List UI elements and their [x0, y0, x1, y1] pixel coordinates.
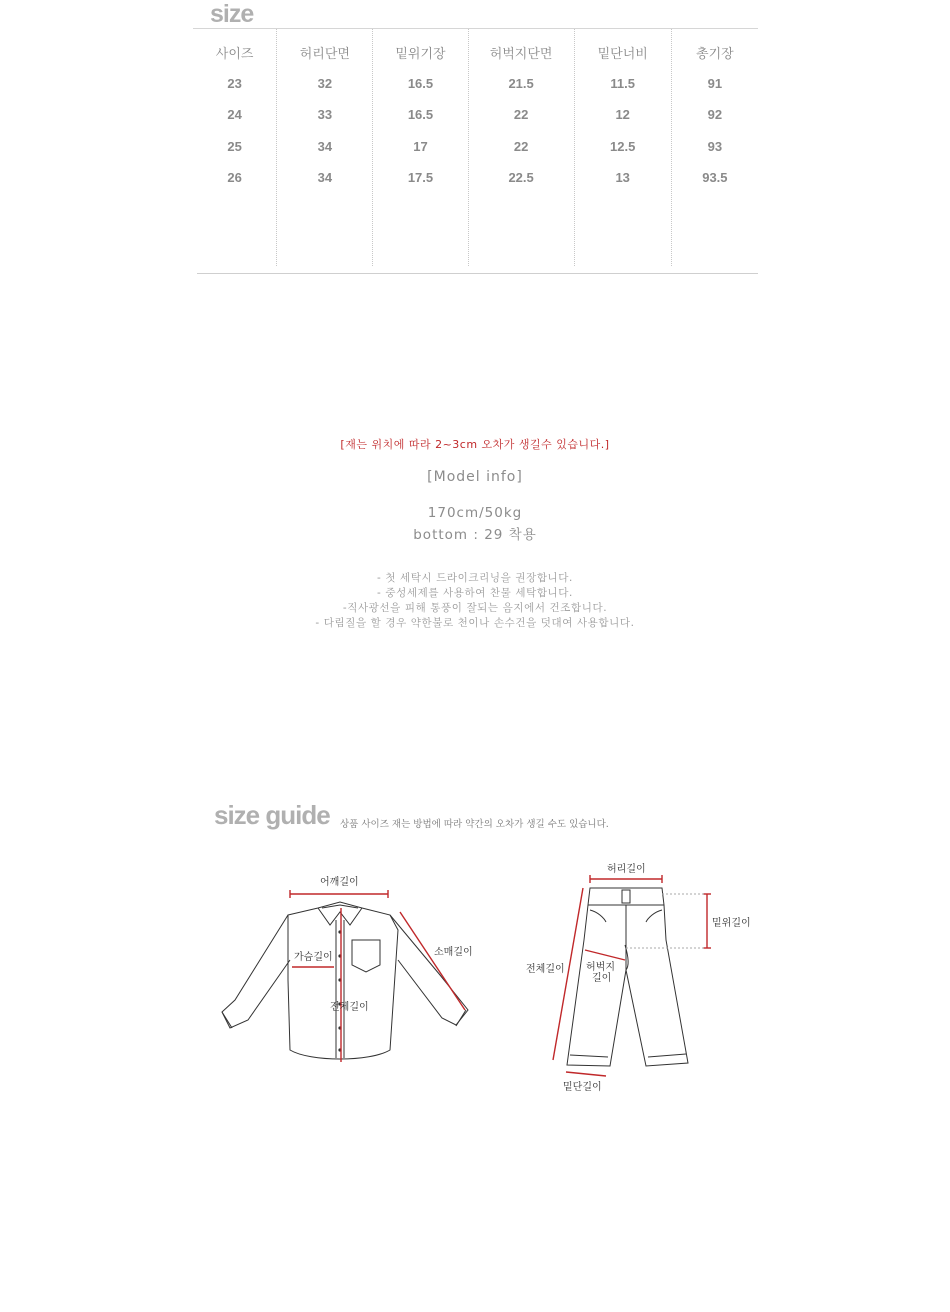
- shirt-illustration: [222, 902, 468, 1059]
- cell: 17.5: [407, 169, 434, 185]
- cell: 32: [317, 76, 333, 91]
- cell: 25: [227, 138, 242, 154]
- care-instructions: [0, 571, 950, 631]
- table-bottom-divider: [197, 273, 758, 274]
- pants-illustration: [567, 888, 688, 1066]
- pants-label-rise: 밑위길이: [712, 918, 751, 929]
- cell: 12.5: [610, 138, 636, 154]
- header-rise: 밑위기장: [395, 47, 446, 62]
- care-line: - 첫 세탁시 드라이크리닝을 권장합니다.: [377, 572, 573, 584]
- column-hem: [574, 29, 671, 266]
- cell: 22.5: [508, 169, 534, 185]
- model-fit: bottom : 29 착용: [413, 527, 537, 543]
- header-length: 총기장: [696, 47, 734, 62]
- pants-label-thigh-2: 길이: [592, 973, 612, 984]
- shirt-label-total: 전체길이: [330, 1002, 369, 1013]
- pants-label-thigh-1: 허벅지: [586, 962, 615, 973]
- size-guide-description: 상품 사이즈 재는 방법에 따라 약간의 오차가 생길 수도 있습니다.: [340, 819, 609, 830]
- cell: 22: [513, 107, 529, 123]
- size-section-title: size: [210, 0, 254, 28]
- care-line: -직사광선을 피해 통풍이 잘되는 음지에서 건조합니다.: [342, 602, 608, 614]
- cell: 92: [707, 107, 723, 123]
- measurement-notice: [재는 위치에 따라 2~3cm 오차가 생길수 있습니다.]: [340, 438, 610, 451]
- cell: 12: [615, 107, 630, 123]
- cell: 11.5: [610, 76, 635, 91]
- cell: 33: [317, 107, 333, 123]
- care-line: - 다림질을 할 경우 약한불로 천이나 손수건을 덧대여 사용합니다.: [315, 617, 635, 629]
- model-info-title: [Model info]: [427, 469, 523, 485]
- pants-label-waist: 허리길이: [607, 864, 646, 875]
- cell: 16.5: [407, 107, 434, 123]
- cell: 34: [317, 169, 333, 185]
- header-size: 사이즈: [215, 47, 254, 62]
- column-thigh: [468, 29, 574, 266]
- column-length: [671, 29, 758, 266]
- size-table: [193, 29, 758, 266]
- cell: 23: [227, 76, 242, 91]
- shirt-label-sleeve: 소매길이: [434, 947, 473, 958]
- cell: 93: [707, 138, 723, 154]
- cell: 91: [707, 76, 723, 91]
- cell: 21.5: [508, 76, 534, 91]
- header-thigh: 허벅지단면: [489, 47, 553, 62]
- cell: 34: [317, 138, 333, 154]
- shirt-measure-lines: [290, 890, 465, 1062]
- header-waist: 허리단면: [299, 47, 350, 62]
- cell: 26: [227, 169, 242, 185]
- shirt-label-chest: 가슴길이: [294, 952, 333, 963]
- cell: 16.5: [407, 76, 434, 91]
- cell: 22: [513, 138, 529, 154]
- pants-label-hem: 밑단길이: [563, 1082, 602, 1093]
- cell: 17: [413, 138, 428, 154]
- column-size: [193, 29, 276, 266]
- shirt-label-shoulder: 어깨길이: [320, 877, 359, 888]
- size-guide-diagram: [0, 850, 950, 1110]
- care-line: - 중성세제를 사용하여 찬물 세탁합니다.: [377, 587, 573, 599]
- cell: 24: [227, 107, 242, 123]
- size-guide-title: size guide: [214, 800, 330, 830]
- model-body-size: 170cm/50kg: [427, 505, 523, 521]
- cell: 93.5: [702, 169, 728, 185]
- header-hem: 밑단너비: [597, 47, 648, 62]
- pants-label-total: 전체길이: [526, 964, 565, 975]
- cell: 13: [615, 169, 630, 185]
- column-waist: [276, 29, 372, 266]
- column-rise: [372, 29, 467, 266]
